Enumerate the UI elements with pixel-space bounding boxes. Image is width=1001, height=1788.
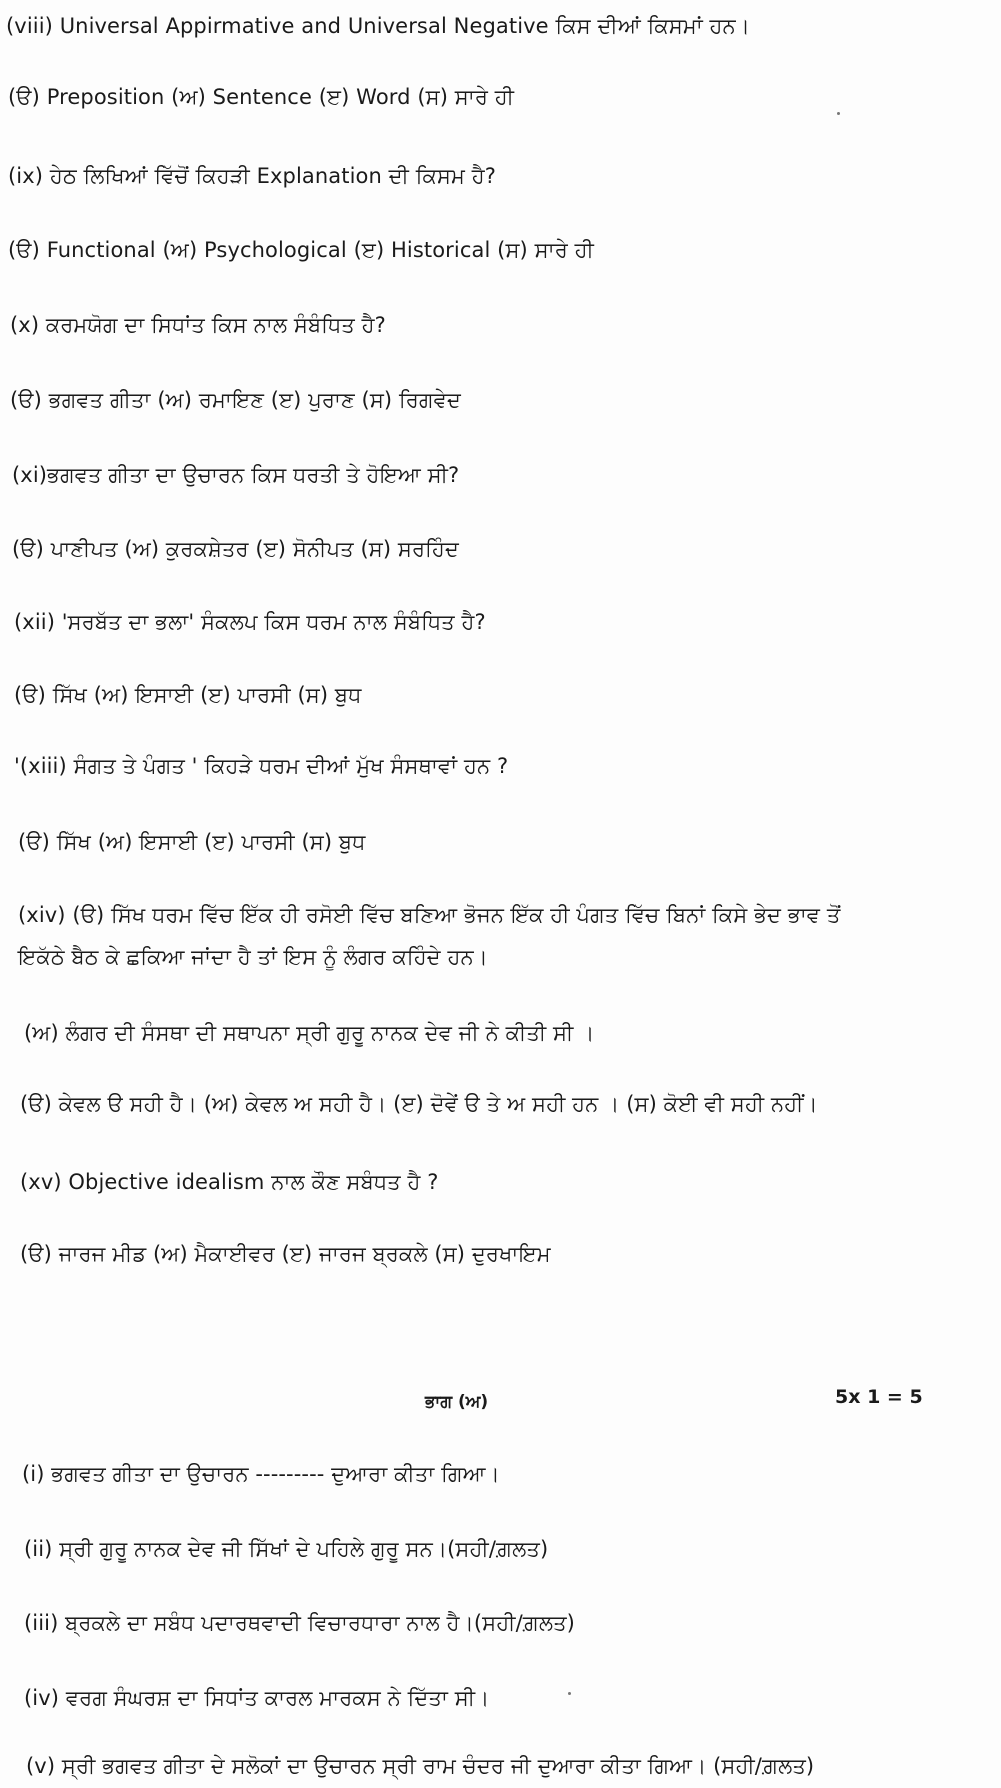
options-x: (ੳ) ਭਗਵਤ ਗੀਤਾ (ਅ) ਰਮਾਇਣ (ੲ) ਪੁਰਾਣ (ਸ) ਰਿਗਵੇਦ bbox=[10, 388, 461, 412]
section-marks: 5x 1 = 5 bbox=[835, 1386, 923, 1408]
options-ix: (ੳ) Functional (ਅ) Psychological (ੲ) Historical (ਸ) ਸਾਰੇ ਹੀ bbox=[8, 238, 594, 262]
options-xii: (ੳ) ਸਿੱਖ (ਅ) ਇਸਾਈ (ੲ) ਪਾਰਸੀ (ਸ) ਬੁਧ bbox=[14, 683, 362, 707]
short-question-iii: (iii) ਬ੍ਰਕਲੇ ਦਾ ਸਬੰਧ ਪਦਾਰਥਵਾਦੀ ਵਿਚਾਰਧਾਰਾ ਨਾਲ ਹੈ।(ਸਹੀ/ਗ਼ਲਤ) bbox=[24, 1611, 575, 1635]
question-ix: (ix) ਹੇਠ ਲਿਖਿਆਂ ਵਿੱਚੋਂ ਕਿਹੜੀ Explanation ਦੀ ਕਿਸਮ ਹੈ? bbox=[8, 164, 496, 188]
question-xi: (xi)ਭਗਵਤ ਗੀਤਾ ਦਾ ਉਚਾਰਨ ਕਿਸ ਧਰਤੀ ਤੇ ਹੋਇਆ ਸੀ? bbox=[12, 463, 460, 487]
section-title: ਭਾਗ (ਅ) bbox=[425, 1392, 489, 1412]
question-xiv-line1: (xiv) (ੳ) ਸਿੱਖ ਧਰਮ ਵਿੱਚ ਇੱਕ ਹੀ ਰਸੋਈ ਵਿੱਚ ਬਣਿਆ ਭੋਜਨ ਇੱਕ ਹੀ ਪੰਗਤ ਵਿੱਚ ਬਿਨਾਂ ਕਿਸੇ ਭੇਦ ਭਾਵ ਤੋਂ bbox=[18, 903, 841, 927]
question-viii: (viii) Universal Appirmative and Universal Negative ਕਿਸ ਦੀਆਂ ਕਿਸਮਾਂ ਹਨ। bbox=[6, 14, 750, 38]
options-viii: (ੳ) Preposition (ਅ) Sentence (ੲ) Word (ਸ) ਸਾਰੇ ਹੀ bbox=[8, 85, 515, 109]
question-x: (x) ਕਰਮਯੋਗ ਦਾ ਸਿਧਾਂਤ ਕਿਸ ਨਾਲ ਸੰਬੰਧਿਤ ਹੈ? bbox=[10, 313, 386, 337]
short-question-iv: (iv) ਵਰਗ ਸੰਘਰਸ਼ ਦਾ ਸਿਧਾਂਤ ਕਾਰਲ ਮਾਰਕਸ ਨੇ ਦਿੱਤਾ ਸੀ। bbox=[24, 1686, 490, 1710]
short-question-ii: (ii) ਸ੍ਰੀ ਗੁਰੂ ਨਾਨਕ ਦੇਵ ਜੀ ਸਿੱਖਾਂ ਦੇ ਪਹਿਲੇ ਗੁਰੂ ਸਨ।(ਸਹੀ/ਗ਼ਲਤ) bbox=[24, 1537, 549, 1561]
scan-speck bbox=[837, 112, 840, 115]
question-xii: (xii) 'ਸਰਬੱਤ ਦਾ ਭਲਾ' ਸੰਕਲਪ ਕਿਸ ਧਰਮ ਨਾਲ ਸੰਬੰਧਿਤ ਹੈ? bbox=[14, 610, 486, 634]
options-xiii: (ੳ) ਸਿੱਖ (ਅ) ਇਸਾਈ (ੲ) ਪਾਰਸੀ (ਸ) ਬੁਧ bbox=[18, 830, 366, 854]
question-xiv-line3: (ਅ) ਲੰਗਰ ਦੀ ਸੰਸਥਾ ਦੀ ਸਥਾਪਨਾ ਸ੍ਰੀ ਗੁਰੂ ਨਾਨਕ ਦੇਵ ਜੀ ਨੇ ਕੀਤੀ ਸੀ । bbox=[24, 1021, 595, 1045]
question-xv: (xv) Objective idealism ਨਾਲ ਕੌਣ ਸਬੰਧਤ ਹੈ ? bbox=[20, 1170, 439, 1194]
short-question-v: (v) ਸ੍ਰੀ ਭਗਵਤ ਗੀਤਾ ਦੇ ਸਲੋਕਾਂ ਦਾ ਉਚਾਰਨ ਸ੍ਰੀ ਰਾਮ ਚੰਦਰ ਜੀ ਦੁਆਰਾ ਕੀਤਾ ਗਿਆ। (ਸਹੀ/ਗ਼ਲਤ) bbox=[26, 1754, 815, 1778]
options-xiv: (ੳ) ਕੇਵਲ ੳ ਸਹੀ ਹੈ। (ਅ) ਕੇਵਲ ਅ ਸਹੀ ਹੈ। (ੲ) ਦੋਵੇਂ ੳ ਤੇ ਅ ਸਹੀ ਹਨ । (ਸ) ਕੋਈ ਵੀ ਸਹੀ ਨਹੀਂ। bbox=[20, 1092, 818, 1116]
question-xiv-line2: ਇਕੱਠੇ ਬੈਠ ਕੇ ਛਕਿਆ ਜਾਂਦਾ ਹੈ ਤਾਂ ਇਸ ਨੂੰ ਲੰਗਰ ਕਹਿੰਦੇ ਹਨ। bbox=[18, 945, 488, 969]
options-xi: (ੳ) ਪਾਣੀਪਤ (ਅ) ਕੁਰਕਸ਼ੇਤਰ (ੲ) ਸੋਨੀਪਤ (ਸ) ਸਰਹਿੰਦ bbox=[12, 537, 459, 561]
question-xiii: '(xiii) ਸੰਗਤ ਤੇ ਪੰਗਤ ' ਕਿਹੜੇ ਧਰਮ ਦੀਆਂ ਮੁੱਖ ਸੰਸਥਾਵਾਂ ਹਨ ? bbox=[14, 754, 509, 778]
scan-speck bbox=[568, 1692, 571, 1695]
options-xv: (ੳ) ਜਾਰਜ ਮੀਡ (ਅ) ਮੈਕਾਈਵਰ (ੲ) ਜਾਰਜ ਬ੍ਰਕਲੇ (ਸ) ਦੁਰਖਾਇਮ bbox=[20, 1242, 551, 1266]
short-question-i: (i) ਭਗਵਤ ਗੀਤਾ ਦਾ ਉਚਾਰਨ --------- ਦੁਆਰਾ ਕੀਤਾ ਗਿਆ। bbox=[22, 1462, 500, 1486]
